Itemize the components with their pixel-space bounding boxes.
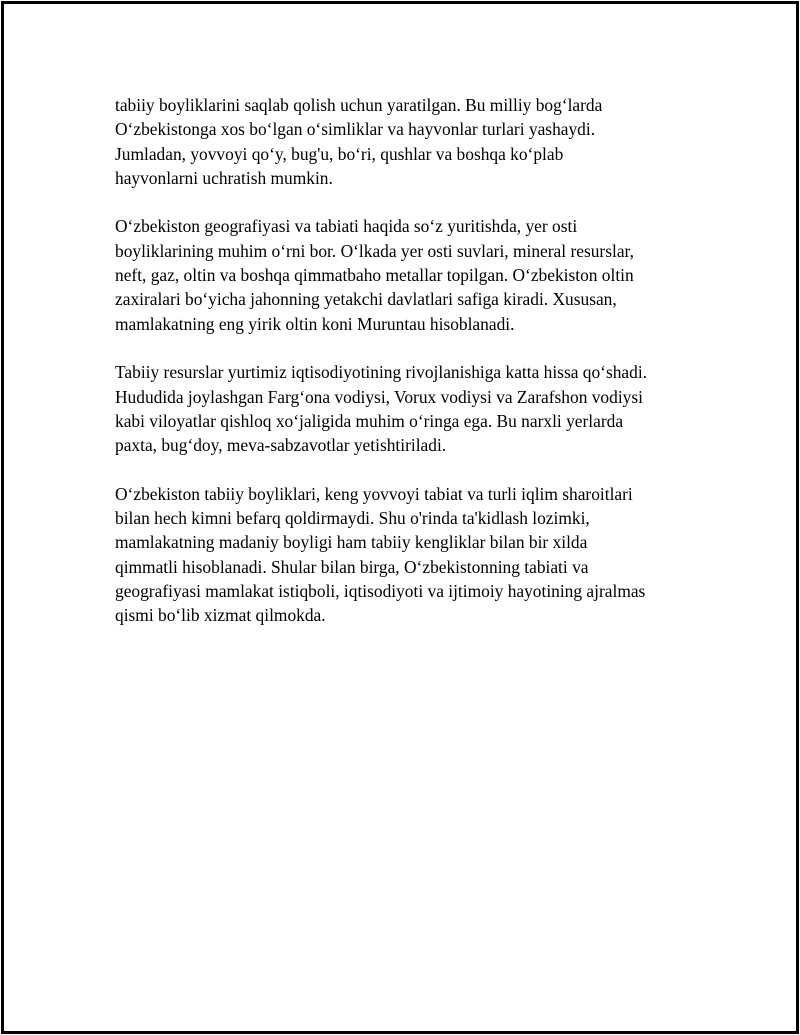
text-line: kabi viloyatlar qishloq xo‘jaligida muhim o‘ringa ega. Bu narxli yerlarda	[115, 410, 624, 431]
document-body	[115, 93, 715, 652]
text-line: qismi bo‘lib xizmat qilmokda.	[115, 605, 326, 626]
text-line: geografiyasi mamlakat istiqboli, iqtisodiyoti va ijtimoiy hayotining ajralmas	[115, 580, 646, 601]
text-line: mamlakatning madaniy boyligi ham tabiiy kengliklar bilan bir xilda	[115, 532, 588, 553]
text-line: O‘zbekiston geografiyasi va tabiati haqida so‘z yuritishda, yer osti	[115, 216, 578, 237]
text-line: boyliklarining muhim o‘rni bor. O‘lkada yer osti suvlari, mineral resurslar,	[115, 240, 634, 261]
text-line: paxta, bug‘doy, meva-sabzavotlar yetishtiriladi.	[115, 435, 447, 456]
text-line: neft, gaz, oltin va boshqa qimmatbaho metallar topilgan. O‘zbekiston oltin	[115, 265, 634, 286]
paragraph-conclusion	[115, 482, 715, 628]
text-line: O‘zbekistonga xos bo‘lgan o‘simliklar va hayvonlar turlari yashaydi.	[115, 119, 596, 140]
text-line: Hududida joylashgan Farg‘ona vodiysi, Vorux vodiysi va Zarafshon vodiysi	[115, 386, 643, 407]
text-line: tabiiy boyliklarini saqlab qolish uchun yaratilgan. Bu milliy bog‘larda	[115, 95, 603, 115]
text-line: hayvonlarni uchratish mumkin.	[115, 167, 333, 188]
text-line: zaxiralari bo‘yicha jahonning yetakchi davlatlari safiga kiradi. Xususan,	[115, 289, 617, 310]
paragraph-natural-resources-economy	[115, 360, 715, 457]
text-line: qimmatli hisoblanadi. Shular bilan birga, O‘zbekistonning tabiati va	[115, 556, 589, 577]
text-line: Jumladan, yovvoyi qo‘y, bug'u, bo‘ri, qushlar va boshqa ko‘plab	[115, 143, 564, 164]
paragraph-national-parks	[115, 93, 715, 190]
text-line: bilan hech kimni befarq qoldirmaydi. Shu o'rinda ta'kidlash lozimki,	[115, 508, 590, 529]
text-line: Tabiiy resurslar yurtimiz iqtisodiyotining rivojlanishiga katta hissa qo‘shadi.	[115, 362, 648, 383]
paragraph-underground-resources	[115, 214, 715, 335]
text-line: mamlakatning eng yirik oltin koni Muruntau hisoblanadi.	[115, 313, 515, 334]
text-line: O‘zbekiston tabiiy boyliklari, keng yovvoyi tabiat va turli iqlim sharoitlari	[115, 483, 633, 504]
